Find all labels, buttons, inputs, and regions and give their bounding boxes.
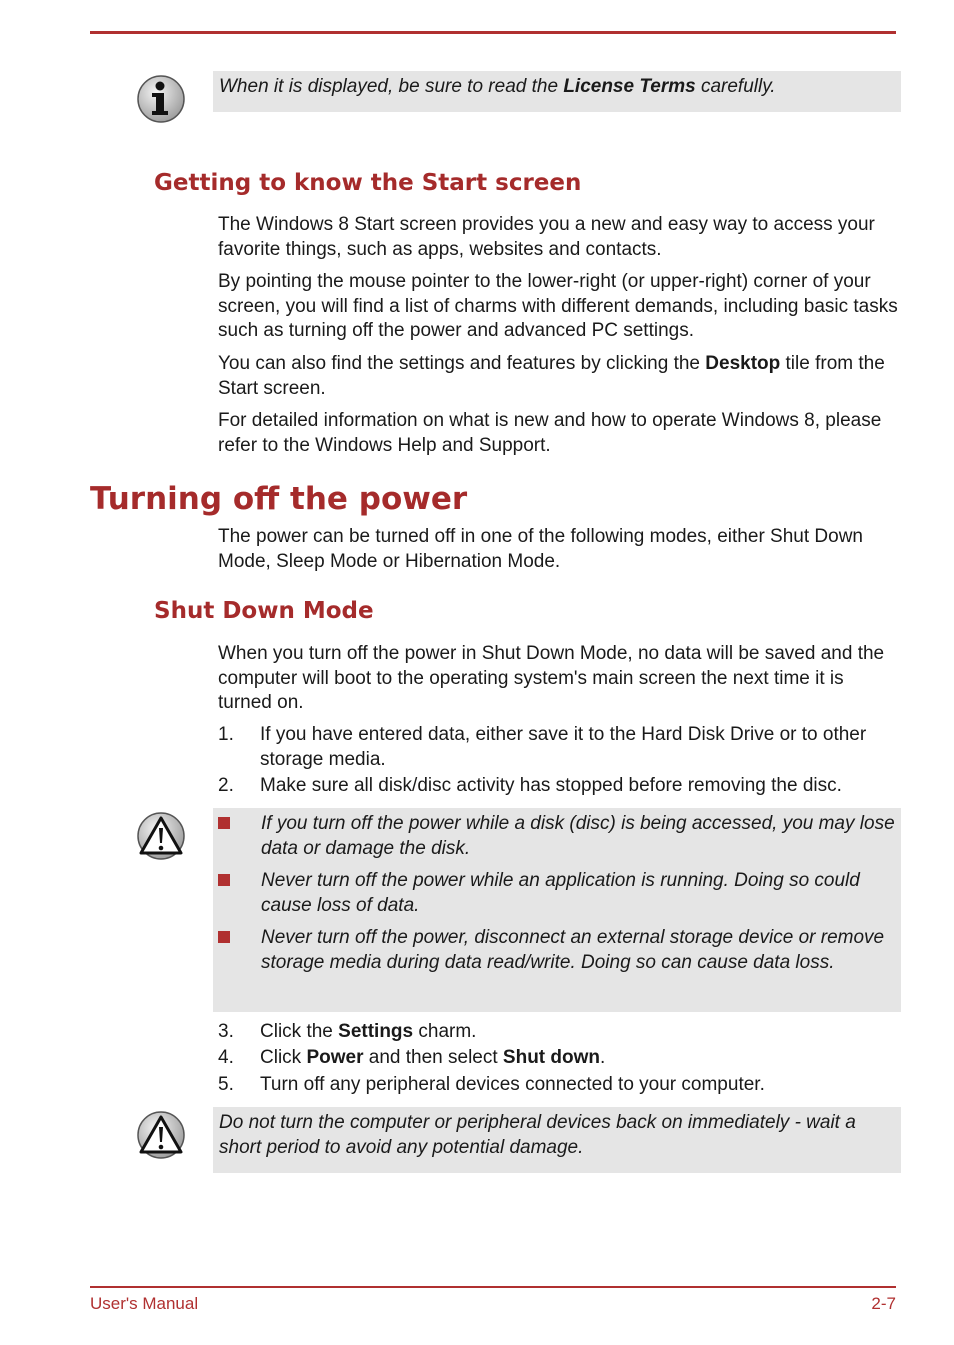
top-rule — [90, 31, 896, 34]
text: Click — [260, 1047, 307, 1068]
caution-icon — [136, 811, 186, 861]
text: tile from the Start screen. — [218, 353, 885, 399]
list-item — [218, 1073, 898, 1098]
paragraph — [218, 352, 898, 401]
caution-note: Do not turn the computer or peripheral devices back on immediately - wait a short period to avoid any potential damage. — [213, 1107, 901, 1173]
bottom-rule — [90, 1286, 896, 1288]
list-number: 2. — [218, 775, 234, 796]
text: You can also find the settings and features by clicking the — [218, 353, 706, 374]
list-text — [260, 1020, 898, 1045]
bullet-square — [218, 931, 230, 943]
bold-text: Shut down — [502, 1047, 601, 1068]
list-number: 1. — [218, 724, 234, 745]
text: . — [600, 1047, 606, 1068]
caution-item — [213, 868, 901, 918]
caution-text: Never turn off the power while an application is running. Doing so could cause loss of data. — [261, 870, 860, 916]
list-number: 5. — [218, 1074, 234, 1095]
paragraph: By pointing the mouse pointer to the lower-right (or upper-right) corner of your screen, you will find a list of charms with different demands, including basic tasks such as turning off the power and advanced PC settings. — [218, 271, 898, 341]
bold-text: Settings — [338, 1021, 414, 1042]
list-text — [260, 1046, 898, 1071]
info-icon — [136, 74, 186, 124]
info-note — [213, 71, 901, 112]
heading-shut-down-mode: Shut Down Mode — [154, 598, 374, 624]
caution-text: Never turn off the power, disconnect an external storage device or remove storage media during data read/write. Doing so can cause data loss. — [261, 927, 885, 973]
bold-text: Desktop — [705, 353, 781, 374]
paragraph: The Windows 8 Start screen provides you a new and easy way to access your favorite things, such as apps, websites and contacts. — [218, 214, 875, 260]
text: Click the — [260, 1021, 339, 1042]
caution-item — [213, 811, 901, 861]
caution-note — [213, 808, 901, 1012]
list-item — [218, 723, 898, 772]
heading-start-screen: Getting to know the Start screen — [154, 170, 582, 196]
caution-text: If you turn off the power while a disk (disc) is being accessed, you may lose data or damage the disk. — [261, 813, 895, 859]
caution-icon — [136, 1110, 186, 1160]
list-number: 4. — [218, 1047, 234, 1068]
list-text: If you have entered data, either save it to the Hard Disk Drive or to other storage media. — [260, 724, 867, 770]
list-number: 3. — [218, 1021, 234, 1042]
list-item — [218, 1020, 898, 1045]
note-text-end: carefully. — [695, 76, 776, 97]
paragraph: The power can be turned off in one of the following modes, either Shut Down Mode, Sleep Mode or Hibernation Mode. — [218, 526, 863, 572]
paragraph: For detailed information on what is new and how to operate Windows 8, please refer to the Windows Help and Support. — [218, 410, 882, 456]
heading-turning-off-power: Turning off the power — [90, 481, 468, 517]
caution-item — [213, 925, 901, 975]
list-item — [218, 1046, 898, 1071]
list-text: Turn off any peripheral devices connected to your computer. — [260, 1074, 765, 1095]
note-text: When it is displayed, be sure to read the — [219, 76, 564, 97]
bullet-square — [218, 817, 230, 829]
text: charm. — [413, 1021, 477, 1042]
footer-page-number: 2-7 — [871, 1294, 896, 1313]
bold-text: Power — [306, 1047, 364, 1068]
bullet-square — [218, 874, 230, 886]
text: and then select — [363, 1047, 503, 1068]
footer-manual-title: User's Manual — [90, 1294, 199, 1313]
note-bold: License Terms — [563, 76, 696, 97]
list-text: Make sure all disk/disc activity has stopped before removing the disc. — [260, 775, 842, 796]
paragraph: When you turn off the power in Shut Down Mode, no data will be saved and the computer will boot to the operating system's main screen the next time it is turned on. — [218, 643, 885, 713]
list-item — [218, 774, 898, 799]
